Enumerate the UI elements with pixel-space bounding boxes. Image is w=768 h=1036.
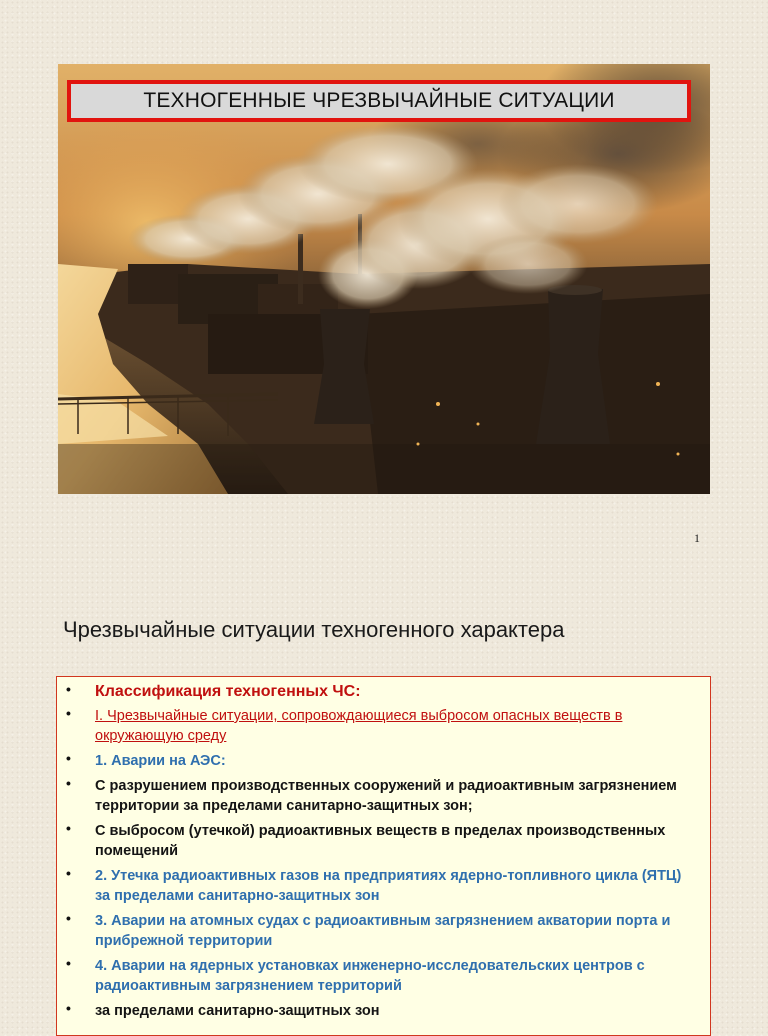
bullet-item: • 3. Аварии на атомных судах с радиоактивным загрязнением акватории порта и прибрежной территории bbox=[66, 911, 700, 951]
bullet-item: • 2. Утечка радиоактивных газов на предприятиях ядерно-топливного цикла (ЯТЦ) за пределами санитарно-защитных зон bbox=[66, 866, 700, 906]
classification-box bbox=[56, 676, 711, 1036]
slide-title-box bbox=[67, 80, 691, 122]
bullet-item: • за пределами санитарно-защитных зон bbox=[66, 1001, 700, 1021]
bullet-list bbox=[66, 682, 700, 1021]
bullet-item: • 4. Аварии на ядерных установках инженерно-исследовательских центров с радиоактивным загрязнением территорий bbox=[66, 956, 700, 996]
industrial-smoke-photo bbox=[58, 64, 710, 494]
bullet-item: • Классификация техногенных ЧС: bbox=[66, 682, 700, 702]
bullet-item-link[interactable]: • I. Чрезвычайные ситуации, сопровождающиеся выбросом опасных веществ в окружающую среду bbox=[66, 706, 700, 746]
bullet-item: • С разрушением производственных сооружений и радиоактивным загрязнением территории за пределами санитарно-защитных зон; bbox=[66, 776, 700, 816]
bullet-item: • С выбросом (утечкой) радиоактивных веществ в пределах производственных помещений bbox=[66, 821, 700, 861]
slide-title: ТЕХНОГЕННЫЕ ЧРЕЗВЫЧАЙНЫЕ СИТУАЦИИ bbox=[143, 89, 615, 112]
slide2-heading: Чрезвычайные ситуации техногенного характера bbox=[63, 617, 565, 642]
bullet-item: • 1. Аварии на АЭС: bbox=[66, 751, 700, 771]
page-number: 1 bbox=[694, 531, 700, 545]
